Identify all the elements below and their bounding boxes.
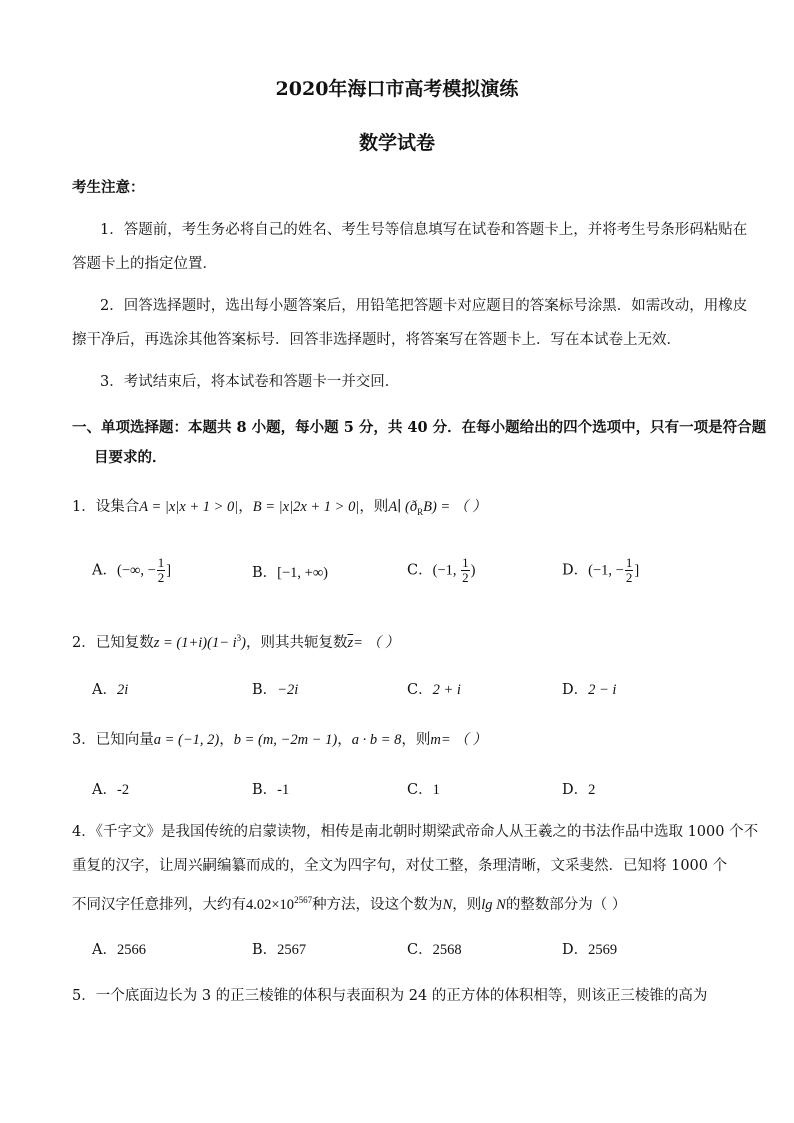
page-subtitle: 数学试卷 <box>358 132 435 154</box>
page-title: 2020年海口市高考模拟演练 <box>275 78 519 100</box>
question-2-option-d[interactable]: D．2 − i <box>562 682 617 698</box>
notice-heading: 考生注意： <box>72 179 145 196</box>
question-3-option-c[interactable]: C．1 <box>407 782 440 798</box>
notice-item-3: 3．考试结束后，将本试卷和答题卡一并交回． <box>100 374 400 390</box>
question-4-option-c[interactable]: C．2568 <box>407 942 462 958</box>
section-heading-line-2: 目要求的． <box>94 449 167 466</box>
question-2-option-c[interactable]: C．2 + i <box>407 682 461 698</box>
question-1-stem: 1．设集合A = |x|x + 1 > 0|，B = |x|2x + 1 > 0|，则A∣ $(ð_RB)$ = （ ） <box>72 499 487 517</box>
question-2-stem: 2．已知复数$z = (1+i)(1- i^3)$，则其共轭复数$\overline{z}=$ （ ） <box>72 633 400 651</box>
section-heading-line-1: 一、单项选择题：本题共 8 小题，每小题 5 分，共 40 分．在每小题给出的四个选项中，只有一项是符合题 <box>72 419 767 436</box>
question-5-line-1: 5．一个底面边长为 3 的正三棱锥的体积与表面积为 24 的正方体的体积相等，则该正三棱锥的高为 <box>72 988 708 1004</box>
question-4-line-3: 不同汉字任意排列，大约有$4.02\times 10^{2567}$种方法，设这个数为N，则lg N的整数部分为（ ） <box>72 895 627 913</box>
question-1-option-d[interactable]: D．(−1, − $\frac{1}{2}$ ] <box>562 555 640 585</box>
question-1-option-b[interactable]: B．[−1, +∞) <box>252 565 329 581</box>
question-2-option-b[interactable]: B．−2i <box>252 682 299 698</box>
question-4-line-1: 4．《千字文》是我国传统的启蒙读物，相传是南北朝时期梁武帝命人从王羲之的书法作品中选取 1000 个不 <box>72 824 759 840</box>
question-3-stem: 3．已知向量a = (−1, 2)，b = (m, −2m − 1)，a · b = 8，则m= （ ） <box>72 732 487 748</box>
question-4-line-2: 重复的汉字，让周兴嗣编纂而成的，全文为四字句，对仗工整，条理清晰，文采斐然．已知将 1000 个 <box>72 858 728 874</box>
question-2-option-a[interactable]: A．2i <box>92 682 129 698</box>
notice-item-1-line-2: 答题卡上的指定位置． <box>72 256 217 272</box>
question-4-option-b[interactable]: B．2567 <box>252 942 307 958</box>
notice-item-1-line-1: 1．答题前，考生务必将自己的姓名、考生号等信息填写在试卷和答题卡上，并将考生号条形码粘贴在 <box>100 222 748 238</box>
question-1-option-c[interactable]: C．(−1, $\frac{1}{2}$ ) <box>407 555 476 585</box>
notice-item-2-line-1: 2．回答选择题时，选出每小题答案后，用铅笔把答题卡对应题目的答案标号涂黑．如需改动，用橡皮 <box>100 298 748 314</box>
notice-item-2-line-2: 擦干净后，再选涂其他答案标号．回答非选择题时，将答案写在答题卡上．写在本试卷上无效． <box>72 332 681 348</box>
question-3-option-b[interactable]: B．-1 <box>252 782 290 798</box>
question-4-option-a[interactable]: A．2566 <box>92 942 146 958</box>
question-1-option-a[interactable]: A．(−∞, − $\frac{1}{2}$ ] <box>92 555 172 585</box>
question-4-option-d[interactable]: D．2569 <box>562 942 618 958</box>
question-3-option-a[interactable]: A．-2 <box>92 782 130 798</box>
question-3-option-d[interactable]: D．2 <box>562 782 596 798</box>
